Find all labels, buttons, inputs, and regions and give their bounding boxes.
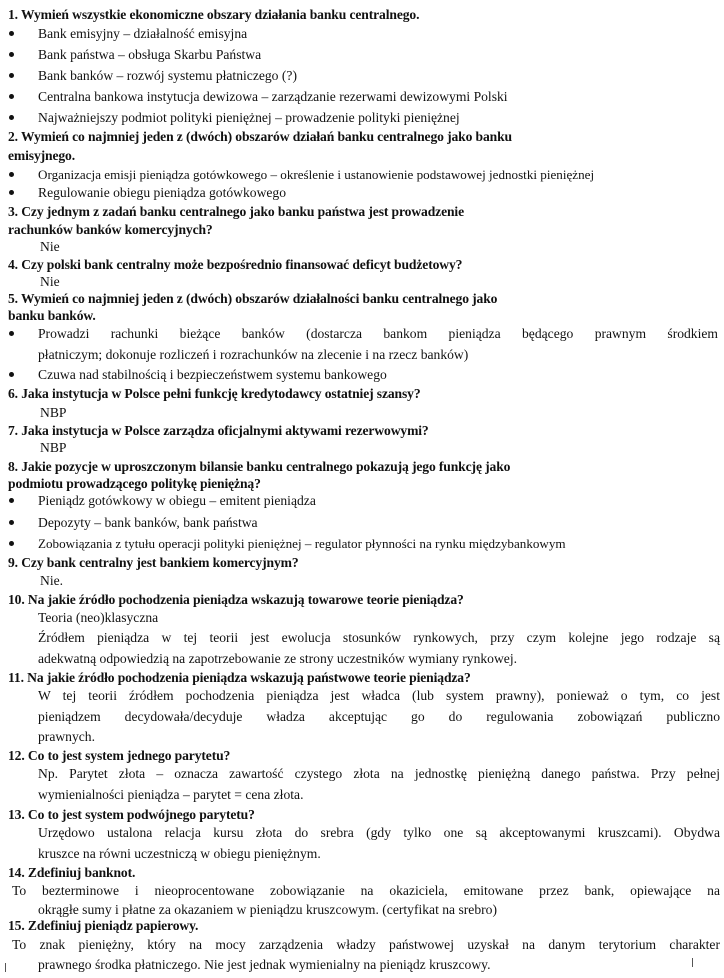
- question-8-title-cont: podmiotu prowadzącego politykę pieniężną?: [8, 476, 261, 491]
- scan-mark: [5, 963, 6, 972]
- question-5-item-1: Prowadzi rachunki bieżące banków (dostarcza bankom pieniądza będącego prawnym środkiem: [0, 323, 724, 344]
- question-2-item-2: Regulowanie obiegu pieniądza gotówkowego: [0, 182, 724, 203]
- bullet: [9, 172, 14, 177]
- question-12-answer-2: wymienialności pieniądza – parytet = cena złota.: [38, 787, 304, 802]
- question-7-answer: NBP: [40, 440, 67, 455]
- question-10-answer-2: Źródłem pieniądza w tej teorii jest ewolucja stosunków rynkowych, przy czym kolejne jego rodzaje są: [38, 630, 720, 645]
- bullet: [9, 331, 14, 336]
- question-2-title-cont: emisyjnego.: [8, 148, 76, 163]
- question-5-title: 5. Wymień co najmniej jeden z (dwóch) obszarów działalności banku centralnego jako: [8, 291, 498, 306]
- question-11-answer-3: prawnych.: [38, 729, 95, 744]
- bullet: [9, 31, 14, 36]
- bullet: [9, 541, 14, 546]
- question-10-answer-3: adekwatną odpowiedzią na zapotrzebowanie ze strony uczestników wymiany rynkowej.: [38, 651, 518, 666]
- question-8-item-1: Pieniądz gotówkowy w obiegu – emitent pieniądza: [0, 490, 724, 511]
- bullet: [9, 73, 14, 78]
- question-7-title: 7. Jaka instytucja w Polsce zarządza oficjalnymi aktywami rezerwowymi?: [8, 423, 429, 438]
- question-2-item-1: Organizacja emisji pieniądza gotówkowego – określenie i ustanowienie podstawowej jednostki pieniężnej: [0, 164, 724, 185]
- bullet: [9, 520, 14, 525]
- question-1-item-5: Najważniejszy podmiot polityki pieniężnej – prowadzenie polityki pieniężnej: [0, 107, 724, 128]
- question-9-answer: Nie.: [40, 573, 64, 588]
- question-14-answer-2: okrągłe sumy i płatne za okazaniem w pieniądzu kruszcowym. (certyfikat na srebro): [38, 902, 497, 917]
- question-11-answer-1: W tej teorii źródłem pochodzenia pieniądza jest władca (lub system prawny), ponieważ o tym, co jest: [38, 688, 720, 703]
- question-15-answer-2: prawnego środka płatniczego. Nie jest jednak wymienialny na pieniądz kruszcowy.: [38, 957, 491, 972]
- question-13-title: 13. Co to jest system podwójnego parytetu?: [8, 807, 255, 822]
- question-3-answer: Nie: [40, 239, 60, 254]
- question-13-answer-1: Urzędowo ustalona relacja kursu złota do srebra (gdy tylko one są akceptowanymi kruszcami). Obydwa: [38, 825, 720, 840]
- question-14-answer-1: To bezterminowe i nieoprocentowane zobowiązanie na okaziciela, emitowane przez bank, opiewające na: [12, 883, 720, 898]
- question-10-title: 10. Na jakie źródło pochodzenia pieniądza wskazują towarowe teorie pieniądza?: [8, 592, 464, 607]
- bullet: [9, 52, 14, 57]
- bullet: [9, 115, 14, 120]
- question-5-item-2: Czuwa nad stabilnością i bezpieczeństwem systemu bankowego: [0, 364, 724, 385]
- question-5-title-cont: banku banków.: [8, 308, 96, 323]
- question-8-item-2: Depozyty – bank banków, bank państwa: [0, 512, 724, 533]
- scan-mark: [692, 958, 693, 967]
- question-2-title: 2. Wymień co najmniej jeden z (dwóch) obszarów działań banku centralnego jako banku: [8, 129, 512, 144]
- question-3-title-cont: rachunków banków komercyjnych?: [8, 222, 213, 237]
- question-1-item-3: Bank banków – rozwój systemu płatniczego (?): [0, 65, 724, 86]
- question-6-title: 6. Jaka instytucja w Polsce pełni funkcję kredytodawcy ostatniej szansy?: [8, 386, 421, 401]
- question-15-title: 15. Zdefiniuj pieniądz papierowy.: [8, 918, 199, 933]
- bullet: [9, 372, 14, 377]
- question-1-item-2: Bank państwa – obsługa Skarbu Państwa: [0, 44, 724, 65]
- question-12-title: 12. Co to jest system jednego parytetu?: [8, 748, 231, 763]
- question-1-item-1: Bank emisyjny – działalność emisyjna: [0, 23, 724, 44]
- bullet: [9, 498, 14, 503]
- question-13-answer-2: kruszce na równi uczestniczą w obiegu pieniężnym.: [38, 846, 321, 861]
- question-5-item-1-cont: płatniczym; dokonuje rozliczeń i rozrachunków na zlecenie i na rzecz banków): [38, 347, 469, 362]
- question-1-item-4: Centralna bankowa instytucja dewizowa – zarządzanie rezerwami dewizowymi Polski: [0, 86, 724, 107]
- question-3-title: 3. Czy jednym z zadań banku centralnego jako banku państwa jest prowadzenie: [8, 204, 464, 219]
- question-8-item-3: Zobowiązania z tytułu operacji polityki pieniężnej – regulator płynności na rynku międzybankowym: [0, 533, 724, 554]
- question-4-answer: Nie: [40, 274, 60, 289]
- question-6-answer: NBP: [40, 405, 67, 420]
- question-10-answer-1: Teoria (neo)klasyczna: [38, 610, 159, 625]
- bullet: [9, 94, 14, 99]
- question-15-answer-1: To znak pieniężny, który na mocy zarządzenia władzy państwowej uzyskał na danym terytorium charakter: [12, 937, 720, 952]
- question-4-title: 4. Czy polski bank centralny może bezpośrednio finansować deficyt budżetowy?: [8, 257, 463, 272]
- question-11-answer-2: pieniądzem decydowała/decyduje władza akceptując go do regulowania zobowiązań publiczno: [38, 709, 720, 724]
- question-9-title: 9. Czy bank centralny jest bankiem komercyjnym?: [8, 555, 299, 570]
- question-8-title: 8. Jakie pozycje w uproszczonym bilansie banku centralnego pokazują jego funkcję jako: [8, 459, 511, 474]
- question-14-title: 14. Zdefiniuj banknot.: [8, 865, 136, 880]
- bullet: [9, 190, 14, 195]
- question-12-answer-1: Np. Parytet złota – oznacza zawartość czystego złota na jednostkę pieniężną danego państwa. Przy pełnej: [38, 766, 720, 781]
- question-1-title: 1. Wymień wszystkie ekonomiczne obszary działania banku centralnego.: [8, 7, 420, 22]
- question-11-title: 11. Na jakie źródło pochodzenia pieniądza wskazują państwowe teorie pieniądza?: [8, 670, 471, 685]
